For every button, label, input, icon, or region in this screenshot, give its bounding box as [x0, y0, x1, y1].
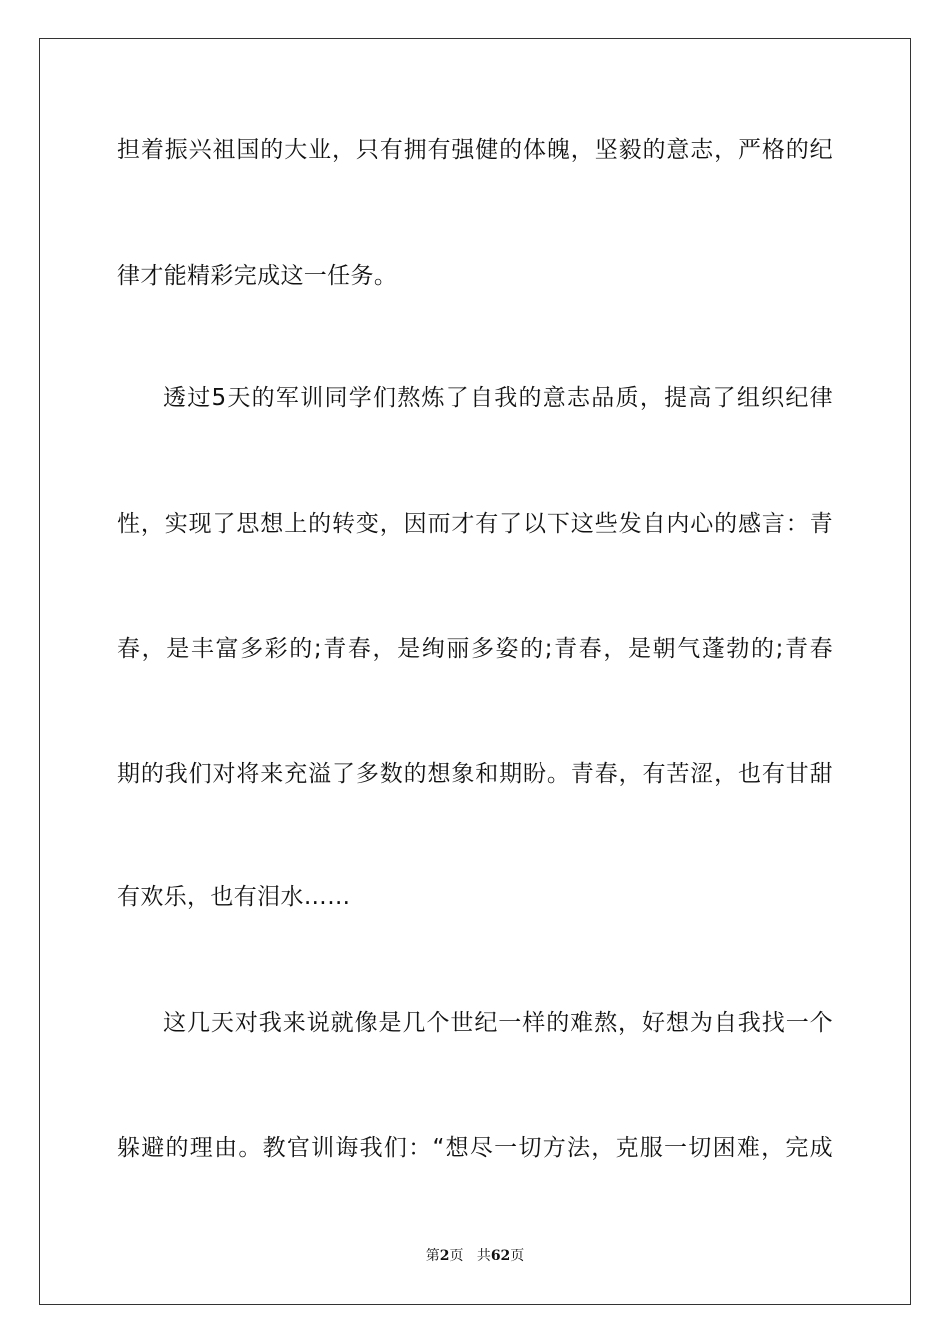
total-pages: 62 [490, 1248, 511, 1264]
text-line: 躲避的理由。教官训诲我们：“想尽一切方法，克服一切困难，完成 [117, 1135, 833, 1161]
text-line: 律才能精彩完成这一任务。 [117, 263, 398, 289]
text-line: 透过5天的军训同学们熬炼了自我的意志品质，提高了组织纪律 [163, 385, 833, 411]
page-prefix: 第 [425, 1248, 440, 1264]
total-prefix: 共 [476, 1248, 491, 1264]
text-line: 这几天对我来说就像是几个世纪一样的难熬，好想为自我找一个 [163, 1010, 833, 1036]
text-line: 有欢乐，也有泪水…… [117, 884, 351, 910]
page-number: 2 [439, 1248, 450, 1264]
text-line: 期的我们对将来充溢了多数的想象和期盼。青春，有苦涩，也有甘甜 [117, 761, 833, 787]
page-suffix: 页 [449, 1248, 464, 1264]
page-border [39, 38, 911, 1305]
text-line: 担着振兴祖国的大业，只有拥有强健的体魄，坚毅的意志，严格的纪 [117, 137, 833, 163]
page-footer [0, 1245, 950, 1265]
text-line: 性，实现了思想上的转变，因而才有了以下这些发自内心的感言：青 [117, 511, 833, 537]
text-line: 春，是丰富多彩的;青春，是绚丽多姿的;青春，是朝气蓬勃的;青春 [117, 636, 833, 662]
total-suffix: 页 [510, 1248, 525, 1264]
